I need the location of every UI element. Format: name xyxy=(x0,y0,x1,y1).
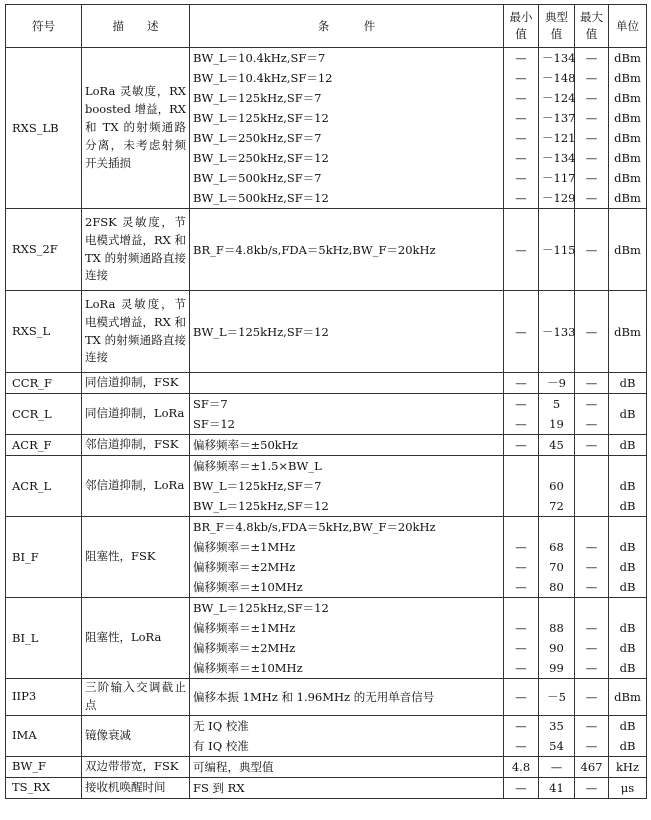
row-unit: dB xyxy=(619,407,636,421)
row-condition-cell xyxy=(190,291,504,373)
row-typ xyxy=(542,456,571,476)
row-max: — xyxy=(585,151,598,165)
row-description: LoRa 灵敏度，节电模式增益，RX 和 TX 的射频通路直接连接 xyxy=(82,291,190,373)
row-max: — xyxy=(585,376,598,390)
row-condition-cell xyxy=(190,517,504,598)
row-typ: －124 xyxy=(542,91,576,105)
row-condition: 偏移频率＝±2MHz xyxy=(193,641,296,655)
row-typ: 90 xyxy=(549,641,564,655)
row-condition: BW_L＝250kHz,SF＝7 xyxy=(193,131,322,145)
row-max: — xyxy=(585,191,598,205)
row-min xyxy=(507,456,535,476)
row-min-cell xyxy=(504,679,539,716)
row-typ: －9 xyxy=(547,376,566,390)
row-condition: BW_L＝125kHz,SF＝7 xyxy=(193,479,322,493)
row-condition: SF＝7 xyxy=(193,397,228,411)
table-row xyxy=(6,394,647,435)
row-typ-cell xyxy=(539,48,575,209)
row-condition-cell xyxy=(190,679,504,716)
row-min: — xyxy=(515,171,527,185)
row-min-cell xyxy=(504,48,539,209)
row-condition-cell xyxy=(190,435,504,456)
row-unit: dB xyxy=(619,641,636,655)
row-symbol: BW_F xyxy=(6,756,82,777)
row-condition: BW_L＝500kHz,SF＝7 xyxy=(193,171,322,185)
row-min: — xyxy=(515,580,527,594)
row-condition: 偏移本振 1MHz 和 1.96MHz 的无用单音信号 xyxy=(193,689,435,704)
table-row xyxy=(6,291,647,373)
row-min: — xyxy=(515,621,527,635)
row-max-cell xyxy=(575,756,609,777)
row-condition-cell xyxy=(190,598,504,679)
row-unit: dBm xyxy=(614,71,641,85)
table-row xyxy=(6,715,647,756)
row-typ: 45 xyxy=(549,438,564,452)
row-typ: 99 xyxy=(549,661,564,675)
row-max: — xyxy=(585,324,598,339)
row-description: 邻信道抑制，FSK xyxy=(82,435,190,456)
row-typ-cell xyxy=(539,456,575,517)
row-min-cell xyxy=(504,715,539,756)
row-description: 接收机唤醒时间 xyxy=(82,777,190,798)
row-condition: BW_L＝250kHz,SF＝12 xyxy=(193,151,329,165)
row-min-cell xyxy=(504,435,539,456)
row-min-cell xyxy=(504,756,539,777)
row-condition: BW_L＝10.4kHz,SF＝7 xyxy=(193,51,326,65)
row-description: 三阶输入交调截止点 xyxy=(82,679,190,716)
header-description: 描 述 xyxy=(82,5,190,48)
row-condition: BW_L＝10.4kHz,SF＝12 xyxy=(193,71,333,85)
row-max-cell xyxy=(575,291,609,373)
row-condition: 有 IQ 校准 xyxy=(193,738,249,753)
row-symbol: RXS_2F xyxy=(6,209,82,291)
row-condition: BW_L＝125kHz,SF＝7 xyxy=(193,91,322,105)
row-max: — xyxy=(585,397,598,411)
row-unit: dBm xyxy=(614,171,641,185)
row-max-cell xyxy=(575,598,609,679)
header-row xyxy=(6,5,647,48)
header-min: 最小值 xyxy=(504,5,539,48)
row-unit-cell xyxy=(609,598,647,679)
row-min: — xyxy=(515,91,527,105)
row-max: — xyxy=(585,738,598,753)
row-symbol: BI_L xyxy=(6,598,82,679)
row-unit: dBm xyxy=(614,324,641,339)
row-max: — xyxy=(585,51,598,65)
row-max: — xyxy=(585,111,598,125)
row-typ: — xyxy=(550,759,563,774)
row-min: — xyxy=(515,718,527,733)
row-condition: BW_L＝125kHz,SF＝12 xyxy=(193,499,329,513)
row-condition: BW_L＝125kHz,SF＝12 xyxy=(193,601,329,615)
row-typ: 88 xyxy=(549,621,564,635)
row-typ xyxy=(542,517,571,537)
row-typ-cell xyxy=(539,291,575,373)
row-min-cell xyxy=(504,456,539,517)
row-max: — xyxy=(585,780,598,795)
row-max-cell xyxy=(575,435,609,456)
row-min: — xyxy=(515,71,527,85)
row-symbol: ACR_F xyxy=(6,435,82,456)
row-typ-cell xyxy=(539,209,575,291)
row-typ: 41 xyxy=(549,780,564,795)
row-min-cell xyxy=(504,291,539,373)
row-max-cell xyxy=(575,715,609,756)
row-description: 同信道抑制，LoRa xyxy=(82,394,190,435)
row-typ: 54 xyxy=(549,738,564,753)
row-typ: －137 xyxy=(542,111,576,125)
row-unit: dB xyxy=(619,499,636,513)
row-min-cell xyxy=(504,598,539,679)
row-typ: －134 xyxy=(542,51,576,65)
header-max: 最大值 xyxy=(575,5,609,48)
row-min: — xyxy=(515,689,527,704)
row-unit xyxy=(612,598,643,618)
row-max-cell xyxy=(575,373,609,394)
row-min: — xyxy=(515,417,527,431)
table-row xyxy=(6,209,647,291)
row-typ: －115 xyxy=(542,242,576,257)
row-condition: SF＝12 xyxy=(193,417,235,431)
row-symbol: RXS_LB xyxy=(6,48,82,209)
row-typ: 5 xyxy=(552,397,561,411)
row-max: — xyxy=(585,580,598,594)
row-min: — xyxy=(515,131,527,145)
row-description: 阻塞性，LoRa xyxy=(82,598,190,679)
header-condition: 条 件 xyxy=(190,5,504,48)
row-max: — xyxy=(585,131,598,145)
row-symbol: BI_F xyxy=(6,517,82,598)
row-max-cell xyxy=(575,777,609,798)
row-max: 467 xyxy=(580,759,603,774)
row-max: — xyxy=(585,417,598,431)
row-unit: μs xyxy=(620,780,635,795)
row-max: — xyxy=(585,621,598,635)
row-condition: BW_L＝125kHz,SF＝12 xyxy=(193,324,329,339)
row-min: — xyxy=(515,397,527,411)
row-unit-cell xyxy=(609,517,647,598)
header-typ: 典型值 xyxy=(539,5,575,48)
row-unit: dBm xyxy=(614,689,641,704)
row-typ: －133 xyxy=(542,324,576,339)
header-unit: 单位 xyxy=(609,5,647,48)
row-typ: 70 xyxy=(549,560,564,574)
row-condition xyxy=(193,373,500,393)
row-max: — xyxy=(585,540,598,554)
row-symbol: RXS_L xyxy=(6,291,82,373)
row-max: — xyxy=(585,661,598,675)
row-unit: dB xyxy=(619,738,636,753)
row-typ-cell xyxy=(539,756,575,777)
table-row xyxy=(6,373,647,394)
row-condition: BR_F＝4.8kb/s,FDA＝5kHz,BW_F＝20kHz xyxy=(193,520,436,534)
row-min: — xyxy=(515,641,527,655)
row-condition-cell xyxy=(190,756,504,777)
row-symbol: ACR_L xyxy=(6,456,82,517)
table-row xyxy=(6,48,647,209)
table-body xyxy=(6,48,647,799)
row-typ: －5 xyxy=(547,689,566,704)
row-max-cell xyxy=(575,456,609,517)
row-min xyxy=(507,476,535,496)
row-description: LoRa 灵敏度，RX boosted 增益，RX 和 TX 的射频通路分离，未考虑射频开关插损 xyxy=(82,48,190,209)
table-row xyxy=(6,756,647,777)
row-unit-cell xyxy=(609,456,647,517)
row-max-cell xyxy=(575,394,609,435)
row-unit: dB xyxy=(619,718,636,733)
row-symbol: IIP3 xyxy=(6,679,82,716)
row-unit: dBm xyxy=(614,91,641,105)
row-typ: 35 xyxy=(549,718,564,733)
row-description: 邻信道抑制，LoRa xyxy=(82,456,190,517)
row-max xyxy=(578,517,605,537)
row-condition: 偏移频率＝±1MHz xyxy=(193,540,296,554)
row-max: — xyxy=(585,689,598,704)
row-description: 同信道抑制，FSK xyxy=(82,373,190,394)
table-row xyxy=(6,456,647,517)
row-min: — xyxy=(515,242,527,257)
row-unit-cell xyxy=(609,394,647,435)
table-row xyxy=(6,435,647,456)
row-min: — xyxy=(515,191,527,205)
row-typ: －148 xyxy=(542,71,576,85)
row-unit: dB xyxy=(619,438,636,452)
row-description: 镜像衰减 xyxy=(82,715,190,756)
row-min: — xyxy=(515,376,527,390)
row-unit: dB xyxy=(619,580,636,594)
table-row xyxy=(6,598,647,679)
row-unit-cell xyxy=(609,777,647,798)
row-condition-cell xyxy=(190,715,504,756)
row-max-cell xyxy=(575,517,609,598)
row-max: — xyxy=(585,242,598,257)
row-unit: dB xyxy=(619,479,636,493)
row-unit: dBm xyxy=(614,111,641,125)
row-typ: 68 xyxy=(549,540,564,554)
spec-table xyxy=(5,4,647,799)
row-typ: 60 xyxy=(549,479,564,493)
row-min: — xyxy=(515,738,527,753)
row-max-cell xyxy=(575,48,609,209)
row-min-cell xyxy=(504,394,539,435)
row-condition: FS 到 RX xyxy=(193,780,245,795)
row-unit-cell xyxy=(609,435,647,456)
row-condition: BR_F＝4.8kb/s,FDA＝5kHz,BW_F＝20kHz xyxy=(193,242,436,257)
row-condition-cell xyxy=(190,373,504,394)
row-symbol: CCR_L xyxy=(6,394,82,435)
row-typ: －121 xyxy=(542,131,576,145)
row-condition: 偏移频率＝±1.5×BW_L xyxy=(193,459,322,473)
row-unit: kHz xyxy=(615,759,640,774)
row-unit: dB xyxy=(619,376,636,390)
row-unit: dB xyxy=(619,560,636,574)
row-typ-cell xyxy=(539,435,575,456)
row-max: — xyxy=(585,560,598,574)
header-symbol: 符号 xyxy=(6,5,82,48)
row-description: 阻塞性，FSK xyxy=(82,517,190,598)
row-max xyxy=(578,598,605,618)
row-min-cell xyxy=(504,517,539,598)
row-condition-cell xyxy=(190,394,504,435)
row-unit-cell xyxy=(609,679,647,716)
row-description: 双边带带宽，FSK xyxy=(82,756,190,777)
row-max: — xyxy=(585,71,598,85)
row-typ: －129 xyxy=(542,191,576,205)
row-unit: dBm xyxy=(614,242,641,257)
row-condition-cell xyxy=(190,209,504,291)
row-symbol: IMA xyxy=(6,715,82,756)
row-condition: 偏移频率＝±50kHz xyxy=(193,438,298,452)
row-min: — xyxy=(515,540,527,554)
row-unit-cell xyxy=(609,756,647,777)
row-min-cell xyxy=(504,209,539,291)
row-min: — xyxy=(515,151,527,165)
row-unit-cell xyxy=(609,715,647,756)
row-condition-cell xyxy=(190,777,504,798)
row-min: — xyxy=(515,661,527,675)
row-typ-cell xyxy=(539,394,575,435)
row-typ-cell xyxy=(539,679,575,716)
row-unit-cell xyxy=(609,373,647,394)
row-typ-cell xyxy=(539,373,575,394)
row-typ: －134 xyxy=(542,151,576,165)
row-min xyxy=(507,496,535,516)
row-unit-cell xyxy=(609,48,647,209)
row-max: — xyxy=(585,438,598,452)
row-unit: dB xyxy=(619,661,636,675)
row-condition: 无 IQ 校准 xyxy=(193,718,249,733)
row-unit-cell xyxy=(609,209,647,291)
row-max-cell xyxy=(575,209,609,291)
row-min: — xyxy=(515,111,527,125)
row-condition: BW_L＝500kHz,SF＝12 xyxy=(193,191,329,205)
row-condition: 偏移频率＝±10MHz xyxy=(193,580,303,594)
row-min: 4.8 xyxy=(511,759,531,774)
row-unit: dB xyxy=(619,621,636,635)
row-max: — xyxy=(585,171,598,185)
row-unit: dBm xyxy=(614,131,641,145)
table-row xyxy=(6,679,647,716)
row-condition: BW_L＝125kHz,SF＝12 xyxy=(193,111,329,125)
row-min: — xyxy=(515,780,527,795)
row-min: — xyxy=(515,438,527,452)
row-max: — xyxy=(585,718,598,733)
row-min xyxy=(507,598,535,618)
row-max xyxy=(578,456,605,476)
row-unit: dBm xyxy=(614,151,641,165)
row-condition: 可编程，典型值 xyxy=(193,759,274,774)
row-min: — xyxy=(515,560,527,574)
row-min: — xyxy=(515,324,527,339)
row-unit: dB xyxy=(619,540,636,554)
row-condition: 偏移频率＝±2MHz xyxy=(193,560,296,574)
row-typ xyxy=(542,598,571,618)
row-max xyxy=(578,476,605,496)
row-symbol: TS_RX xyxy=(6,777,82,798)
row-symbol: CCR_F xyxy=(6,373,82,394)
row-typ-cell xyxy=(539,517,575,598)
row-condition: 偏移频率＝±1MHz xyxy=(193,621,296,635)
row-min: — xyxy=(515,51,527,65)
row-min-cell xyxy=(504,373,539,394)
row-typ-cell xyxy=(539,777,575,798)
row-description: 2FSK 灵敏度，节电模式增益，RX 和 TX 的射频通路直接连接 xyxy=(82,209,190,291)
row-unit: dBm xyxy=(614,51,641,65)
row-condition-cell xyxy=(190,456,504,517)
table-row xyxy=(6,517,647,598)
table-row xyxy=(6,777,647,798)
row-typ: 19 xyxy=(549,417,564,431)
row-max xyxy=(578,496,605,516)
row-typ: －117 xyxy=(542,171,576,185)
row-max: — xyxy=(585,641,598,655)
row-unit xyxy=(612,517,643,537)
row-typ-cell xyxy=(539,715,575,756)
row-unit-cell xyxy=(609,291,647,373)
row-unit xyxy=(612,456,643,476)
row-min xyxy=(507,517,535,537)
row-typ-cell xyxy=(539,598,575,679)
row-min-cell xyxy=(504,777,539,798)
row-typ: 72 xyxy=(549,499,564,513)
row-unit: dBm xyxy=(614,191,641,205)
row-max: — xyxy=(585,91,598,105)
row-typ: 80 xyxy=(549,580,564,594)
row-max-cell xyxy=(575,679,609,716)
row-condition-cell xyxy=(190,48,504,209)
row-condition: 偏移频率＝±10MHz xyxy=(193,661,303,675)
